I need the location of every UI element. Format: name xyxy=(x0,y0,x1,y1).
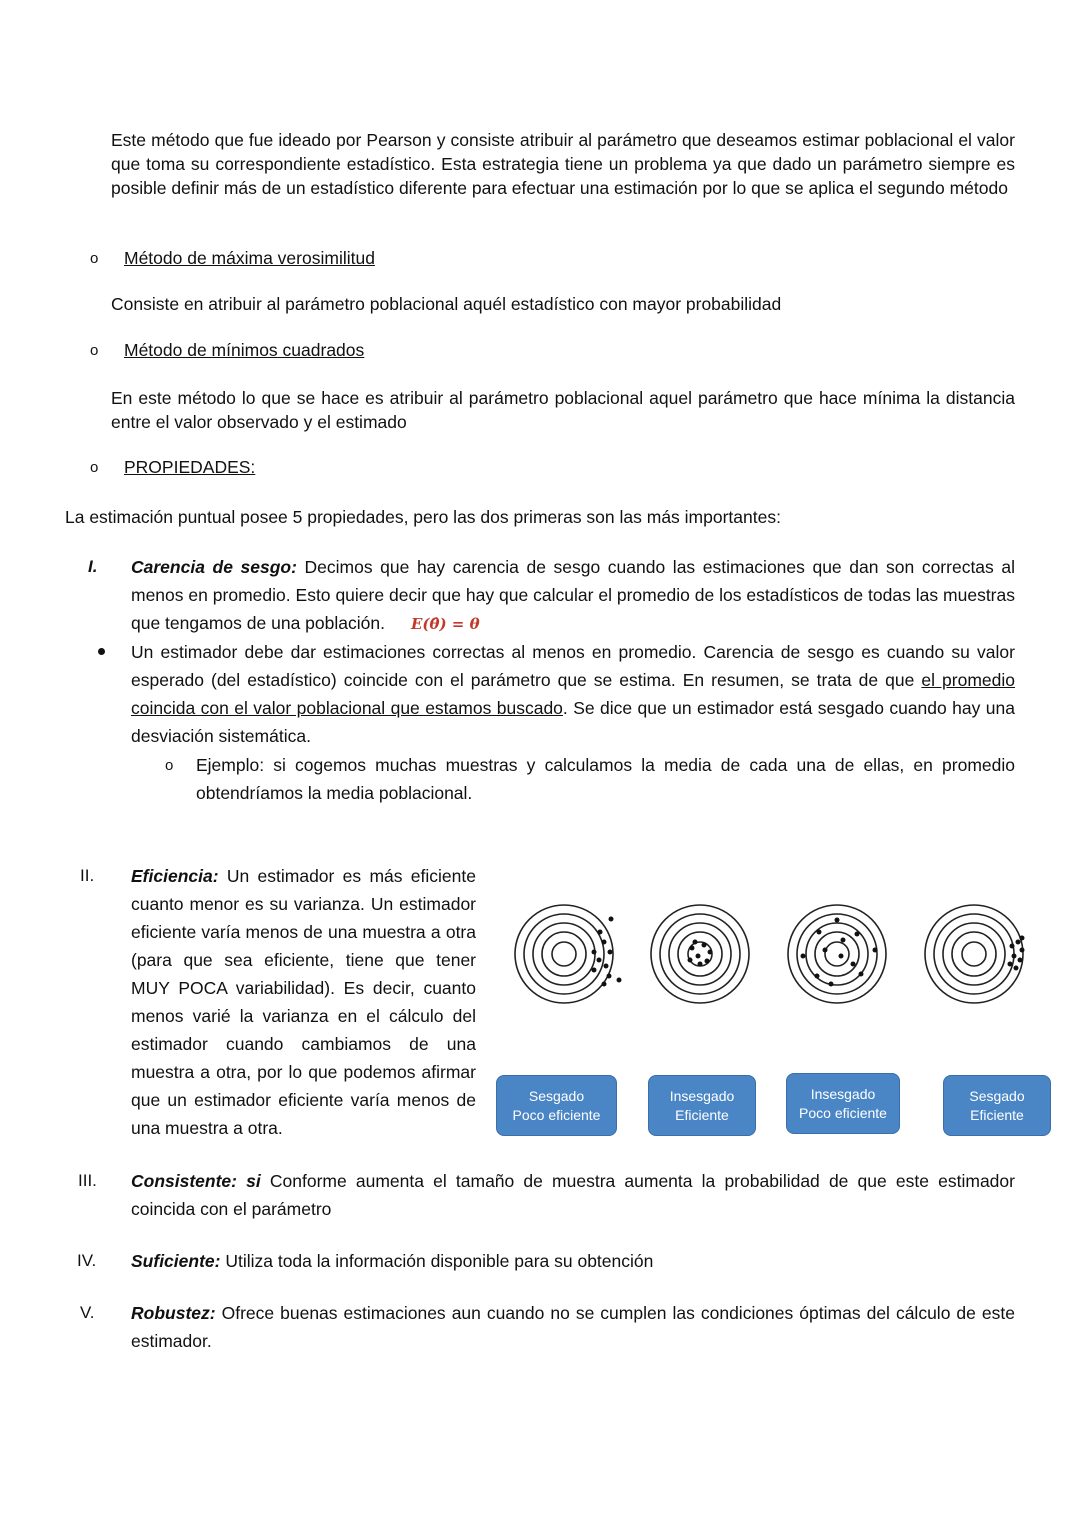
method-1-title: Método de máxima verosimilitud xyxy=(124,248,375,268)
property-1-example: Ejemplo: si cogemos muchas muestras y calculamos la media de cada una de ellas, en promedio obtendríamos la media poblacional. xyxy=(196,755,1015,803)
target-label-4-line2: Eficiente xyxy=(970,1106,1024,1123)
property-4-term: Suficiente: xyxy=(131,1251,221,1271)
property-1-text: Decimos que hay carencia de sesgo cuando las estimaciones que dan son correctas al menos en promedio. Esto quiere decir que hay que calcular el promedio de los estadísticos de todas las muestras que tengamos de una población. xyxy=(131,557,1015,633)
property-2-paragraph xyxy=(131,862,476,1142)
target-1-icon xyxy=(515,905,622,1003)
property-1-term: Carencia de sesgo: xyxy=(131,557,297,577)
method-1-bullet: o xyxy=(90,250,99,267)
target-label-1-line1: Sesgado xyxy=(528,1087,585,1104)
target-label-1 xyxy=(496,1075,617,1136)
property-2-term: Eficiencia: xyxy=(131,866,219,886)
property-1-bullet-underline: el promedio coincida con el valor poblacional que estamos buscado xyxy=(131,670,1015,718)
property-3-numeral: III. xyxy=(78,1171,97,1190)
target-2-icon xyxy=(651,905,749,1003)
target-3-icon xyxy=(788,905,886,1003)
target-label-3-line2: Poco eficiente xyxy=(799,1104,887,1121)
targets-figure xyxy=(500,882,1040,1032)
target-4-icon xyxy=(925,905,1025,1003)
method-2-title: Método de mínimos cuadrados xyxy=(124,340,365,360)
target-label-2 xyxy=(648,1075,756,1136)
property-1-bullet-text-2: . Se dice que un estimador está sesgado cuando hay una desviación sistemática. xyxy=(131,698,1015,746)
property-5-text: Ofrece buenas estimaciones aun cuando no se cumplen las condiciones óptimas del cálculo de este estimador. xyxy=(131,1303,1015,1351)
property-4-paragraph xyxy=(131,1247,1015,1275)
property-5-numeral: V. xyxy=(80,1303,95,1322)
target-label-3 xyxy=(786,1073,900,1134)
method-2-bullet: o xyxy=(90,342,99,359)
property-1-bullet-paragraph xyxy=(131,638,1015,750)
property-2-text: Un estimador es más eficiente cuanto menor es su varianza. Un estimador eficiente varía menos de una muestra a otra (para que sea eficiente, tiene que tener MUY POCA variabilidad). Es decir, cuanto menos varié la varianza en el cálculo del estimador cuando cambiamos de una muestra a otra, por lo que podemos afirmar que un estimador eficiente varía menos de una muestra a otra. xyxy=(131,866,476,1138)
target-label-1-line2: Poco eficiente xyxy=(512,1106,601,1123)
property-1-bullet-text-1: Un estimador debe dar estimaciones correctas al menos en promedio. Carencia de sesgo es cuando su valor esperado (del estadístico) coincide con el parámetro que se estima. En resumen, se trata de que xyxy=(131,642,1015,690)
property-4-numeral: IV. xyxy=(77,1251,97,1270)
intro-paragraph: Este método que fue ideado por Pearson y consiste atribuir al parámetro que deseamos estimar poblacional el valor que toma su correspondiente estadístico. Esta estrategia tiene un problema ya que dado un parámetro siempre es posible definir más de un estadístico diferente para efectuar una estimación por lo que se aplica el segundo método xyxy=(111,130,1015,198)
properties-bullet: o xyxy=(90,459,99,476)
target-label-4 xyxy=(943,1075,1051,1136)
property-3-text: Conforme aumenta el tamaño de muestra aumenta la probabilidad de que este estimador coincida con el parámetro xyxy=(131,1171,1015,1219)
example-bullet: o xyxy=(165,757,174,774)
property-5-paragraph xyxy=(131,1299,1015,1355)
property-4-text: Utiliza toda la información disponible para su obtención xyxy=(220,1251,654,1271)
method-2-text: En este método lo que se hace es atribuir al parámetro poblacional aquel parámetro que hace mínima la distancia entre el valor observado y el estimado xyxy=(111,388,1015,432)
property-5-term: Robustez: xyxy=(131,1303,216,1323)
properties-heading: PROPIEDADES: xyxy=(124,457,256,477)
properties-intro: La estimación puntual posee 5 propiedades, pero las dos primeras son las más importantes: xyxy=(65,507,781,527)
property-3-term: Consistente: si xyxy=(131,1171,261,1191)
property-2-numeral: II. xyxy=(80,866,95,885)
target-label-3-line1: Insesgado xyxy=(810,1085,876,1102)
method-1-text: Consiste en atribuir al parámetro poblacional aquél estadístico con mayor probabilidad xyxy=(111,294,782,314)
target-label-2-line2: Eficiente xyxy=(675,1106,729,1123)
property-3-paragraph xyxy=(131,1167,1015,1223)
target-label-4-line1: Sesgado xyxy=(969,1087,1025,1104)
property-1-paragraph xyxy=(131,553,1015,638)
solid-bullet-icon xyxy=(98,648,105,655)
target-label-2-line1: Insesgado xyxy=(669,1087,735,1104)
unbiased-formula: E(θ̂) = θ xyxy=(410,615,480,633)
property-1-numeral: I. xyxy=(88,557,98,576)
